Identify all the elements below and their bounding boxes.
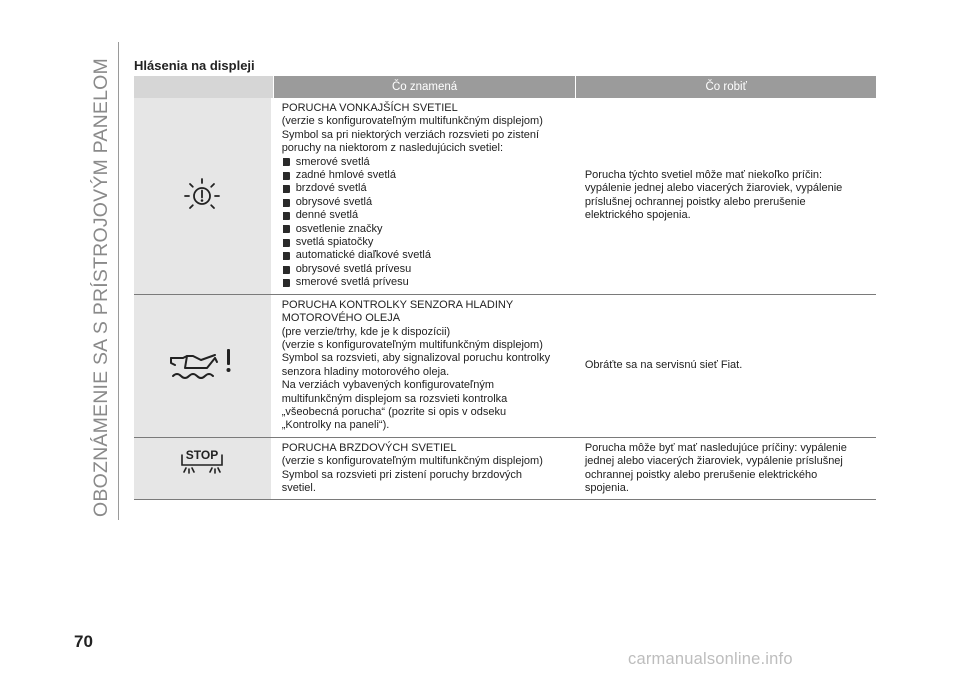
bullet-icon [283, 279, 290, 287]
meaning-cell [271, 295, 574, 437]
list-item: smerové svetlá prívesu [282, 276, 569, 289]
meaning-line: „Kontrolky na paneli“). [281, 419, 390, 432]
action-line: vypálenie jednej alebo viacerých žiaroviek, vypálenie [584, 182, 843, 195]
action-line: elektrického spojenia. [584, 209, 691, 222]
meaning-line: (verzie s konfigurovateľným multifunkčným displejom) [281, 115, 543, 128]
bullet-icon [283, 172, 290, 180]
side-chapter-title: OBOZNÁMENIE SA S PRÍSTROJOVÝM PANELOM [89, 57, 112, 517]
list-item: obrysové svetlá [282, 196, 569, 209]
page-number: 70 [74, 632, 93, 651]
brake-light-fault-icon [177, 446, 227, 480]
table-row [134, 295, 876, 438]
table-row [134, 98, 876, 295]
action-line: spojenia. [584, 481, 629, 494]
light-list [282, 156, 569, 290]
fault-title-cont: MOTOROVÉHO OLEJA [281, 312, 401, 325]
meaning-line: poruchy na niektorom z nasledujúcich svetiel: [281, 142, 504, 155]
icon-cell [134, 438, 271, 500]
list-item: obrysové svetlá prívesu [282, 263, 569, 276]
meaning-cell [271, 438, 574, 500]
list-item: osvetlenie značky [282, 223, 569, 236]
meaning-line: (pre verzie/trhy, kde je k dispozícii) [281, 325, 451, 338]
bullet-icon [283, 199, 290, 207]
meaning-line: „všeobecná porucha“ (pozrite si opis v odseku [281, 405, 507, 418]
meaning-line: multifunkčným displejom sa rozsvieti kontrolka [281, 392, 508, 405]
bullet-icon [283, 185, 290, 193]
warning-messages-table [134, 76, 876, 500]
action-line: Porucha môže byť mať nasledujúce príčiny: vypálenie [584, 441, 847, 454]
list-item: svetlá spiatočky [282, 236, 569, 249]
action-line: Obráťte sa na servisnú sieť Fiat. [584, 359, 743, 372]
bullet-icon [283, 212, 290, 220]
meaning-line: Na verziách vybavených konfigurovateľným [281, 379, 494, 392]
bullet-icon [283, 158, 290, 166]
svg-text:STOP: STOP [186, 447, 219, 462]
bullet-icon [283, 266, 290, 274]
meaning-line: Symbol sa rozsvieti pri zistení poruchy brzdových [281, 468, 522, 481]
side-divider [118, 42, 119, 520]
exterior-light-fault-icon [182, 176, 222, 216]
bullet-icon [283, 225, 290, 233]
header-meaning: Čo znamená [274, 76, 577, 98]
oil-level-sensor-fault-icon [167, 346, 237, 386]
fault-title: PORUCHA BRZDOVÝCH SVETIEL [281, 441, 457, 454]
meaning-line: Symbol sa rozsvieti, aby signalizoval poruchu kontrolky [281, 352, 551, 365]
list-item: automatické diaľkové svetlá [282, 249, 569, 262]
action-line: Porucha týchto svetiel môže mať niekoľko príčin: [584, 169, 823, 182]
icon-cell [134, 295, 271, 437]
meaning-line: senzora hladiny motorového oleja. [281, 365, 450, 378]
table-row [134, 438, 876, 501]
fault-title: PORUCHA VONKAJŠÍCH SVETIEL [281, 102, 458, 114]
section-title: Hlásenia na displeji [134, 58, 255, 73]
bullet-icon [283, 252, 290, 260]
meaning-line: svetiel. [281, 481, 316, 494]
header-icon-column [134, 76, 274, 98]
meaning-cell [271, 98, 574, 294]
header-action: Čo robiť [576, 76, 876, 98]
list-item: smerové svetlá [282, 156, 569, 169]
meaning-line: (verzie s konfigurovateľným multifunkčným displejom) [281, 338, 543, 351]
list-item: denné svetlá [282, 209, 569, 222]
list-item: brzdové svetlá [282, 182, 569, 195]
fault-title: PORUCHA KONTROLKY SENZORA HLADINY [281, 298, 514, 311]
action-line: príslušnej ochrannej poistky alebo prerušenie [584, 195, 806, 208]
action-cell [574, 438, 876, 500]
action-line: jednej alebo viacerých žiaroviek, vypálenie príslušnej [584, 455, 843, 468]
icon-cell [134, 98, 271, 294]
action-cell [574, 98, 876, 294]
table-header [134, 76, 876, 98]
list-item: zadné hmlové svetlá [282, 169, 569, 182]
action-cell [574, 295, 876, 437]
action-line: ochrannej poistky alebo prerušenie elektrického [584, 468, 818, 481]
meaning-line: (verzie s konfigurovateľným multifunkčným displejom) [281, 455, 543, 468]
meaning-line: Symbol sa pri niektorých verziách rozsvieti po zistení [281, 128, 540, 141]
watermark: carmanualsonline.info [628, 650, 793, 668]
bullet-icon [283, 239, 290, 247]
